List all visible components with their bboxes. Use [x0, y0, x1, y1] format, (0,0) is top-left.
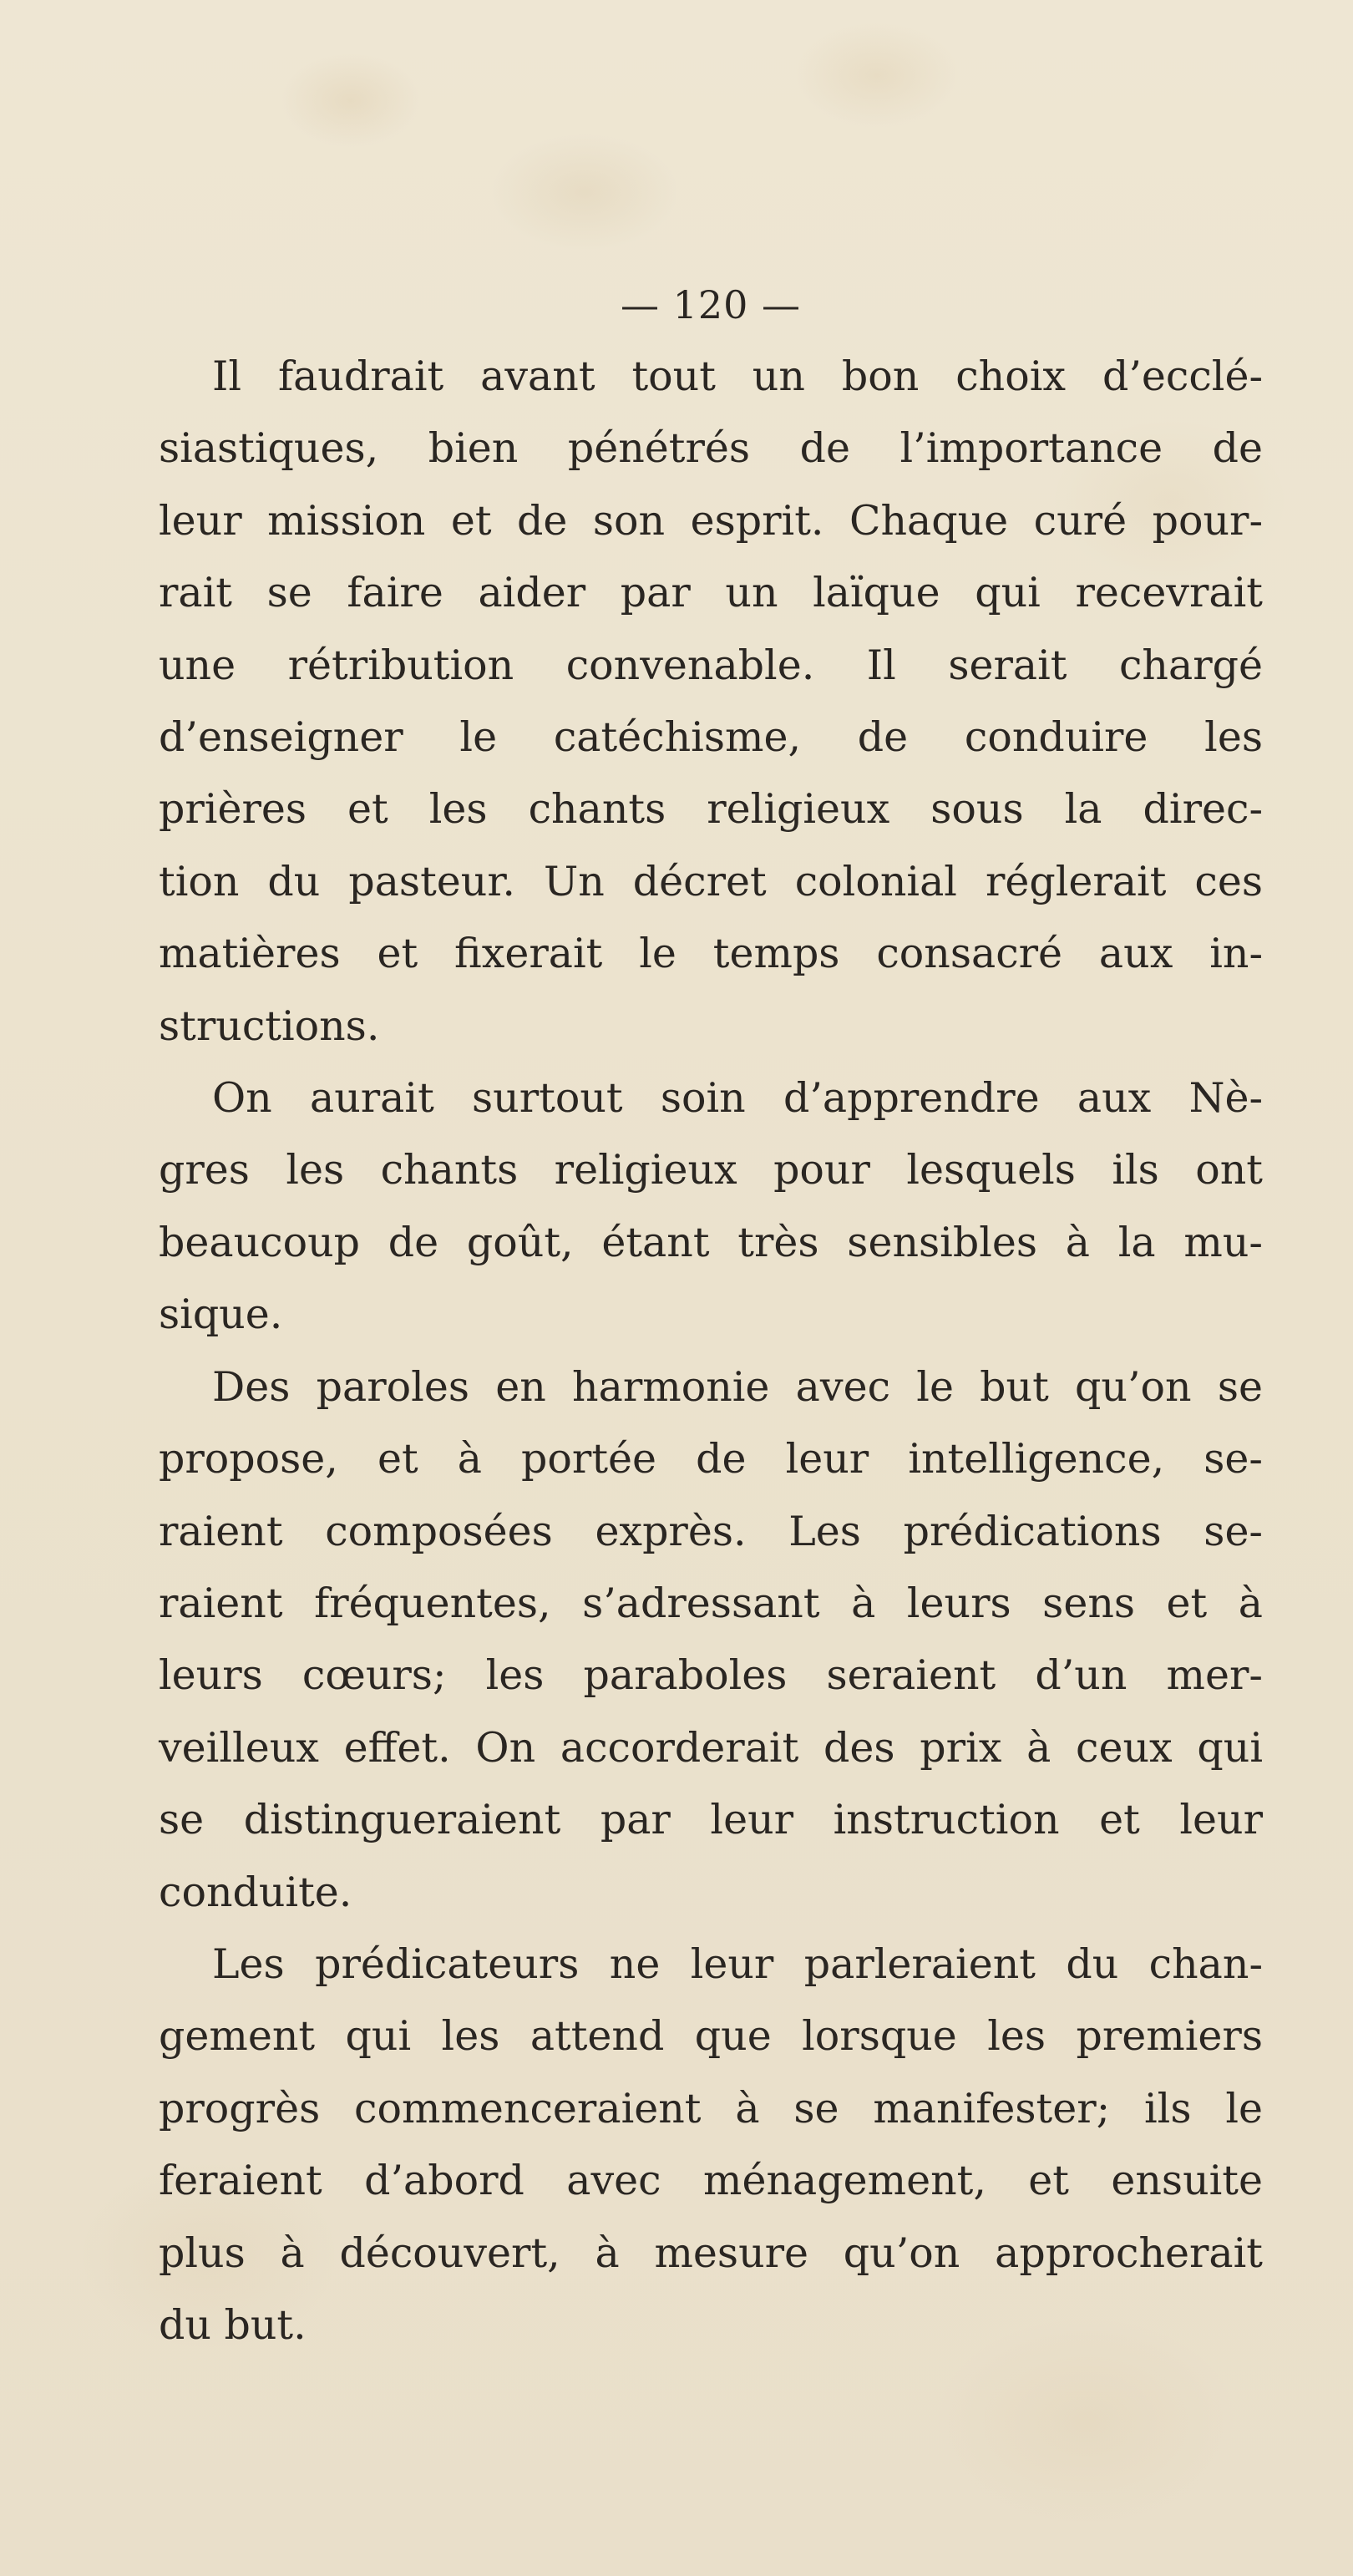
text-line: gement qui les attend que lorsque les premiers [159, 2012, 1263, 2061]
book-page [159, 276, 1263, 2361]
text-line: progrès commenceraient à se manifester; ils le [159, 2084, 1263, 2132]
paragraph [159, 1351, 1263, 1929]
text-line: prières et les chants religieux sous la direc- [159, 785, 1263, 834]
text-line: sique. [159, 1291, 283, 1339]
text-body [159, 341, 1263, 2361]
text-line: propose, et à portée de leur intelligence, se- [159, 1435, 1263, 1483]
text-line: Il faudrait avant tout un bon choix d’ecclé- [212, 352, 1263, 400]
text-line: beaucoup de goût, étant très sensibles à la mu- [159, 1218, 1263, 1266]
text-line: feraient d’abord avec ménagement, et ensuite [159, 2157, 1263, 2205]
text-line: structions. [159, 1001, 380, 1050]
paragraph [159, 1929, 1263, 2361]
text-line: siastiques, bien pénétrés de l’importance de [159, 424, 1263, 473]
text-line: leur mission et de son esprit. Chaque curé pour- [159, 496, 1263, 545]
text-line: d’enseigner le catéchisme, de conduire les [159, 713, 1263, 762]
text-line: Les prédicateurs ne leur parleraient du chan- [212, 1940, 1263, 1988]
page-number: — 120 — [620, 282, 802, 327]
text-line: une rétribution convenable. Il serait chargé [159, 641, 1263, 689]
text-line: matières et fixerait le temps consacré aux in- [159, 930, 1263, 978]
text-line: On aurait surtout soin d’apprendre aux Nè- [212, 1074, 1263, 1123]
text-line: plus à découvert, à mesure qu’on approcherait [159, 2229, 1263, 2277]
paragraph [159, 341, 1263, 1062]
text-line: gres les chants religieux pour lesquels ils ont [159, 1146, 1263, 1194]
text-line: Des paroles en harmonie avec le but qu’on se [212, 1362, 1263, 1411]
text-line: raient composées exprès. Les prédications se- [159, 1507, 1263, 1555]
text-line: du but. [159, 2300, 307, 2349]
text-line: se distingueraient par leur instruction et leur [159, 1796, 1263, 1844]
paragraph [159, 1062, 1263, 1351]
text-line: leurs cœurs; les paraboles seraient d’un mer- [159, 1651, 1263, 1700]
text-line: conduite. [159, 1868, 352, 1916]
text-line: rait se faire aider par un laïque qui recevrait [159, 569, 1263, 617]
text-line: tion du pasteur. Un décret colonial réglerait ces [159, 857, 1263, 905]
text-line: raient fréquentes, s’adressant à leurs sens et à [159, 1579, 1263, 1627]
text-line: veilleux effet. On accorderait des prix à ceux qui [159, 1723, 1263, 1772]
